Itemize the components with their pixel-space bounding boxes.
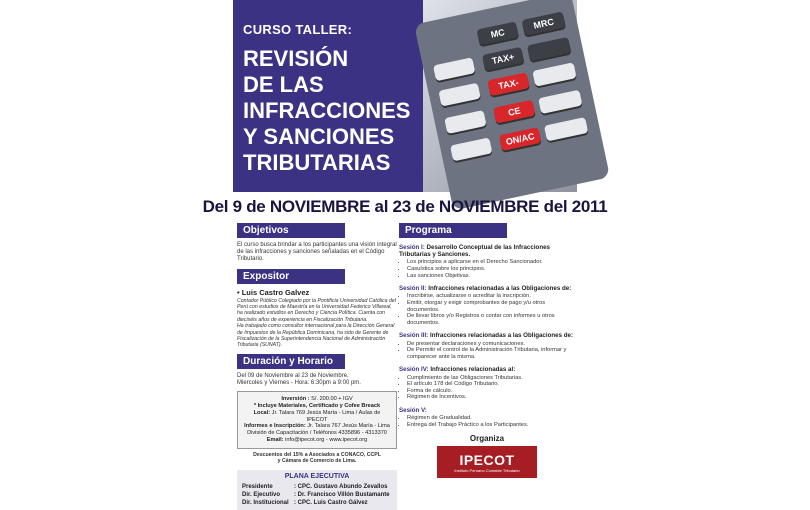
- session-2: Sesión II: Infracciones relacionadas a las Obligaciones de: • Inscribirse, actualizarse o acreditar la inscripción. • Emitir, otorgar y exigir comprobantes de pago y/u otros documentos. • De llevar libros y/o Registros o contar con informes u otros documentos.: [399, 285, 575, 326]
- duracion-heading: Duración y Horario: [237, 354, 345, 369]
- plana-title: PLANA EJECUTIVA: [284, 472, 350, 480]
- organiza-label: Organiza: [469, 434, 505, 444]
- list-item: • Los principios a aplicarse en el Derecho Sancionador.: [407, 259, 575, 266]
- info-box: [237, 391, 397, 449]
- course-kicker: CURSO TALLER:: [243, 22, 353, 37]
- email-value: info@ipecot.org - www.ipecot.org: [285, 437, 368, 444]
- list-item: • Casuística sobre los principios.: [407, 266, 575, 273]
- calculator-image: [414, 0, 608, 201]
- list-item: • De llevar libros y/o Registros o contar con informes u otros documentos.: [407, 313, 575, 326]
- poster-header: [233, 0, 577, 192]
- expositor-bio-2: Ha trabajado como consultor internacional para la Dirección General de Impuestos de la República Dominicana, ha sido de Gerente de Fiscalización de la Superintendencia Nacional de Administración Tributaria (SUNAT).: [237, 323, 395, 349]
- informes-value: Jr. Talara 767 Jesús María - Lima: [307, 423, 390, 430]
- calc-key: MC: [476, 21, 518, 45]
- list-item: • Régimen de Incentivos.: [407, 394, 575, 401]
- plana-row: Dir. Ejecutivo : Dr. Francisco Villón Bustamante: [242, 491, 390, 498]
- title-line: TRIBUTARIAS: [243, 150, 391, 175]
- calc-key: ON/AC: [499, 127, 541, 151]
- email-label: Email:: [266, 437, 284, 444]
- plana-ejecutiva: [237, 470, 397, 510]
- list-item: • Forma de cálculo.: [407, 388, 575, 395]
- date-banner: Del 9 de NOVIEMBRE al 23 de NOVIEMBRE del 2011: [202, 197, 608, 216]
- logo-subtitle: Instituto Peruano Contable Tributario: [454, 467, 520, 473]
- inversion-value: S/. 200.00 + IGV: [311, 396, 353, 403]
- calculator-photo: [423, 0, 577, 192]
- session-4: Sesión IV: Infracciones relacionadas al: • Cumplimiento de las Obligaciones Tributarias. • El artículo 178 del Código Tributario. • Forma de cálculo. • Régimen de Incentivos.: [399, 366, 575, 401]
- title-line: REVISIÓN: [243, 46, 349, 71]
- left-column: [237, 220, 397, 510]
- title-panel: [233, 0, 423, 192]
- logo-name: IPECOT: [459, 451, 515, 468]
- list-item: • Entrega del Trabajo Práctico a los Participantes.: [407, 422, 575, 429]
- expositor-name: Luis Castro Galvez: [241, 287, 310, 297]
- list-item: • El artículo 178 del Código Tributario.: [407, 381, 575, 388]
- bullet-icon: •: [237, 287, 242, 297]
- calc-key: TAX+: [482, 47, 524, 71]
- calc-key: MRC: [521, 11, 565, 35]
- descuentos-note: Descuentos del 15% a Asociados a CONACO, CCPL y Cámara de Comercio de Lima.: [253, 451, 381, 465]
- session-1: Sesión I: Desarrollo Conceptual de las Infracciones Tributarias y Sanciones. • Los principios a aplicarse en el Derecho Sancionador. • Casuística sobre los principios. • Las sanciones Objetivas.: [399, 244, 575, 279]
- list-item: • Emitir, otorgar y exigir comprobantes de pago y/u otros documentos.: [407, 300, 575, 313]
- expositor-bio: Contador Público Colegiado por la Pontificia Universidad Católica del Perú con estudios de Maestría en la Universidad Federico Villareal, ha realizado estudios en Derecho y Ciencia Política. Cuenta con dieciséis años de experiencia en Fiscalización Tributaria.: [237, 297, 396, 323]
- informes-label: Informes e Inscripción:: [244, 423, 306, 430]
- expositor-heading: Expositor: [237, 269, 345, 284]
- calc-key: CE: [493, 100, 535, 124]
- right-column: [399, 220, 575, 478]
- course-title: [243, 46, 433, 176]
- session-3: Sesión III: Infracciones relacionadas a las Obligaciones de: • De presentar declaraciones y comunicaciones. • De Permitir el control de la Administración Tributaria, informar y comparecer ante la misma.: [399, 332, 575, 360]
- division-text: División de Capacitación / Teléfonos 4335896 - 4313370: [247, 430, 387, 437]
- list-item: • De Permitir el control de la Administración Tributaria, informar y comparecer ante la misma.: [407, 347, 575, 360]
- inversion-label: Inversión :: [281, 396, 310, 403]
- local-label: Local:: [253, 409, 271, 416]
- list-item: • Inscribirse, actualizarse o acreditar la inscripción.: [407, 293, 575, 300]
- course-poster: [202, 0, 608, 506]
- title-line: Y SANCIONES: [243, 124, 395, 149]
- incluye-text: * Incluye Materiales, Certificado y Cofee Breack: [253, 403, 381, 410]
- title-line: DE LAS: [243, 72, 324, 97]
- expositor-name-row: [237, 288, 397, 297]
- list-item: • De presentar declaraciones y comunicaciones.: [407, 341, 575, 348]
- local-value: Jr. Talara 769 Jesús María - Lima / Aulas de IPECOT: [271, 409, 381, 423]
- ipecot-logo: [437, 446, 537, 478]
- objetivos-text: El curso busca brindar a los participantes una visión integral de las infracciones y sanciones señaladas en el Código Tributario.: [237, 242, 397, 263]
- title-line: INFRACCIONES: [243, 98, 411, 123]
- objetivos-heading: Objetivos: [237, 223, 345, 238]
- list-item: • Las sanciones Objetivas.: [407, 273, 575, 280]
- programa-heading: Programa: [399, 223, 507, 238]
- plana-row: Dir. Institucional : CPC. Luis Castro Gálvez: [242, 499, 368, 506]
- list-item: • Cumplimiento de las Obligaciones Tributarias.: [407, 375, 575, 382]
- duracion-line-1: Del 09 de Noviembre al 23 de Noviembre.: [237, 372, 349, 379]
- list-item: • Régimen de Gradualidad.: [407, 415, 575, 422]
- plana-row: Presidente : CPC. Gustavo Abundo Zevallos: [242, 483, 388, 490]
- duracion-line-2: Miercoles y Viernes - Hora: 6:30pm a 9:00 pm.: [237, 380, 361, 387]
- session-5: Sesión V: • Régimen de Gradualidad. • Entrega del Trabajo Práctico a los Participantes.: [399, 407, 575, 428]
- calc-key: TAX-: [487, 72, 529, 96]
